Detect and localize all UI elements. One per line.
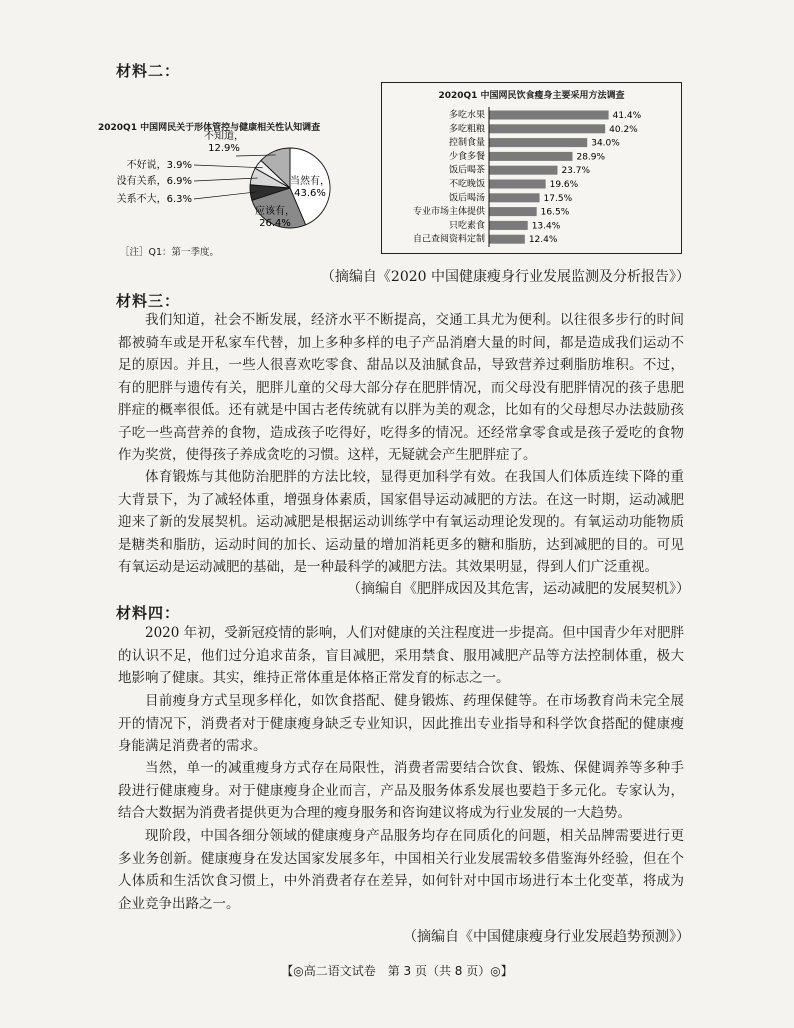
pie-chart	[112, 130, 362, 240]
bar-value-label: 34.0%	[591, 138, 620, 149]
pie-slice-value: 43.6%	[294, 188, 326, 199]
bar-value-label: 40.2%	[609, 124, 638, 135]
material4-paragraph-3: 当然，单一的减重瘦身方式存在局限性，消费者需要结合饮食、锻炼、保健调养等多种手段进行健康瘦身。对于健康瘦身企业而言，产品及服务体系发展也要趋于多元化。专家认为，结合大数据为消费者提供更为合理的瘦身服务和咨询建议将成为行业发展的一大趋势。	[118, 760, 684, 821]
pie-slice-value: 26.4%	[259, 218, 291, 229]
bar-category-label: 饭后喝茶	[448, 165, 485, 176]
material4-paragraph-2: 目前瘦身方式呈现多样化，如饮食搭配、健身锻炼、药理保健等。在市场教育尚未完全展开的情况下，消费者对于健康瘦身缺乏专业知识，因此推出专业指导和科学饮食搭配的健康瘦身能满足消费者的需求。	[118, 693, 684, 754]
bar	[489, 111, 609, 120]
bar-chart-title: 2020Q1 中国网民饮食瘦身主要采用方法调查	[438, 91, 625, 101]
pie-slice-label: 关系不大，6.3%	[116, 194, 192, 205]
bar	[489, 193, 540, 202]
bar-category-label: 不吃晚饭	[448, 179, 485, 190]
bar-value-label: 13.4%	[531, 221, 561, 232]
bar-category-label: 自己查阅资料定制	[412, 234, 485, 245]
bar	[489, 152, 572, 161]
bar-value-label: 19.6%	[549, 180, 579, 190]
bar	[489, 221, 528, 230]
page-footer: 【◎高二语文试卷 第 3 页（共 8 页）◎】	[281, 964, 513, 978]
material3-paragraph-2: 体育锻炼与其他防治肥胖的方法比较，显得更加科学有效。在我国人们体质连续下降的重大背景下，为了减轻体重，增强身体素质，国家倡导运动减肥的方法。在这一时期，运动减肥迎来了新的发展契机。运动减肥是根据运动训练学中有氧运动理论发现的。有氧运动功能物质是糖类和脂肪，运动时间的加长、运动量的增加消耗更多的糖和脂肪，达到减肥的目的。可见有氧运动是运动减肥的基础，是一种最科学的减肥方法。其效果明显，得到人们广泛重视。	[118, 469, 684, 575]
bar-chart-panel	[381, 82, 682, 254]
bar-chart	[382, 83, 681, 253]
pie-slice-label: 不好说，3.9%	[126, 160, 192, 171]
pie-slice-value: 12.9%	[208, 143, 240, 154]
bar-value-label: 23.7%	[561, 166, 591, 177]
bar	[489, 180, 546, 189]
bar-value-label: 16.5%	[540, 207, 570, 218]
bar-category-label: 多吃粗粮	[448, 124, 485, 135]
bar-category-label: 饭后喝汤	[448, 193, 485, 204]
bar	[489, 138, 587, 147]
material2-source: （摘编自《2020 中国健康瘦身行业发展监测及分析报告》）	[320, 269, 690, 285]
material3-paragraph-1: 我们知道，社会不断发展，经济水平不断提高，交通工具尤为便利。以往很多步行的时间都被骑车或是开私家车代替，加上多种多样的电子产品消磨大量的时间，都是造成我们运动不足的原因。并且，一些人很喜欢吃零食、甜品以及油腻食品，导致营养过剩脂肪堆积。不过，有的肥胖与遗传有关，肥胖儿童的父母大部分存在肥胖情况，而父母没有肥胖情况的孩子患肥胖症的概率很低。还有就是中国古老传统就有以胖为美的观念，比如有的父母想尽办法鼓励孩子吃一些高营养的食物，造成孩子吃得好，吃得多的情况。还经常拿零食或是孩子爱吃的食物作为奖赏，使得孩子养成贪吃的习惯。这样，无疑就会产生肥胖症了。	[118, 312, 684, 463]
material3-source: （摘编自《肥胖成因及其危害，运动减肥的发展契机》）	[347, 581, 690, 597]
material4-paragraph-4: 现阶段，中国各细分领域的健康瘦身产品服务均存在同质化的问题，相关品牌需要进行更多业务创新。健康瘦身在发达国家发展多年，中国相关行业发展需较多借鉴海外经验，但在个人体质和生活饮食习惯上，中外消费者存在差异，如何针对中国市场进行本土化变革，将成为企业竞争出路之一。	[118, 828, 684, 912]
bar-value-label: 41.4%	[612, 111, 642, 121]
material4-heading: 材料四：	[116, 604, 181, 622]
material4-source: （摘编自《中国健康瘦身行业发展趋势预测》）	[403, 929, 690, 945]
bar-category-label: 只吃素食	[448, 220, 485, 231]
bar-category-label: 专业市场主体提供	[412, 207, 485, 218]
pie-leader-line	[194, 192, 256, 199]
bar	[489, 207, 537, 216]
bar-category-label: 多吃水果	[448, 110, 485, 121]
bar-category-label: 控制食量	[448, 138, 485, 149]
pie-leader-line	[194, 178, 258, 181]
pie-slice-label: 当然有，	[290, 176, 330, 187]
bar	[489, 124, 605, 133]
bar-value-label: 12.4%	[528, 235, 558, 246]
pie-slice-label: 不知道，	[204, 131, 244, 142]
pie-chart-title: 2020Q1 中国网民关于形体管控与健康相关性认知调查	[98, 123, 321, 133]
pie-slice-label: 没有关系，6.9%	[116, 176, 192, 187]
bar-value-label: 17.5%	[543, 193, 573, 204]
material2-heading: 材料二：	[116, 62, 181, 80]
bar	[489, 235, 525, 244]
pie-slice-label: 应该有，	[255, 206, 295, 217]
material4-paragraph-1: 2020 年初，受新冠疫情的影响，人们对健康的关注程度进一步提高。但中国青少年对肥胖的认识不足，他们过分追求苗条，盲目减肥，采用禁食、服用减肥产品等方法控制体重，极大地影响了健康。其实，维持正常体重是体格正常发育的标志之一。	[118, 625, 684, 686]
bar-category-label: 少食多餐	[448, 151, 485, 162]
bar-value-label: 28.9%	[576, 152, 606, 163]
pie-leader-line	[194, 165, 263, 168]
material3-heading: 材料三：	[116, 292, 181, 310]
bar	[489, 166, 557, 175]
pie-chart-note: ［注］Q1：第一季度。	[120, 247, 220, 258]
